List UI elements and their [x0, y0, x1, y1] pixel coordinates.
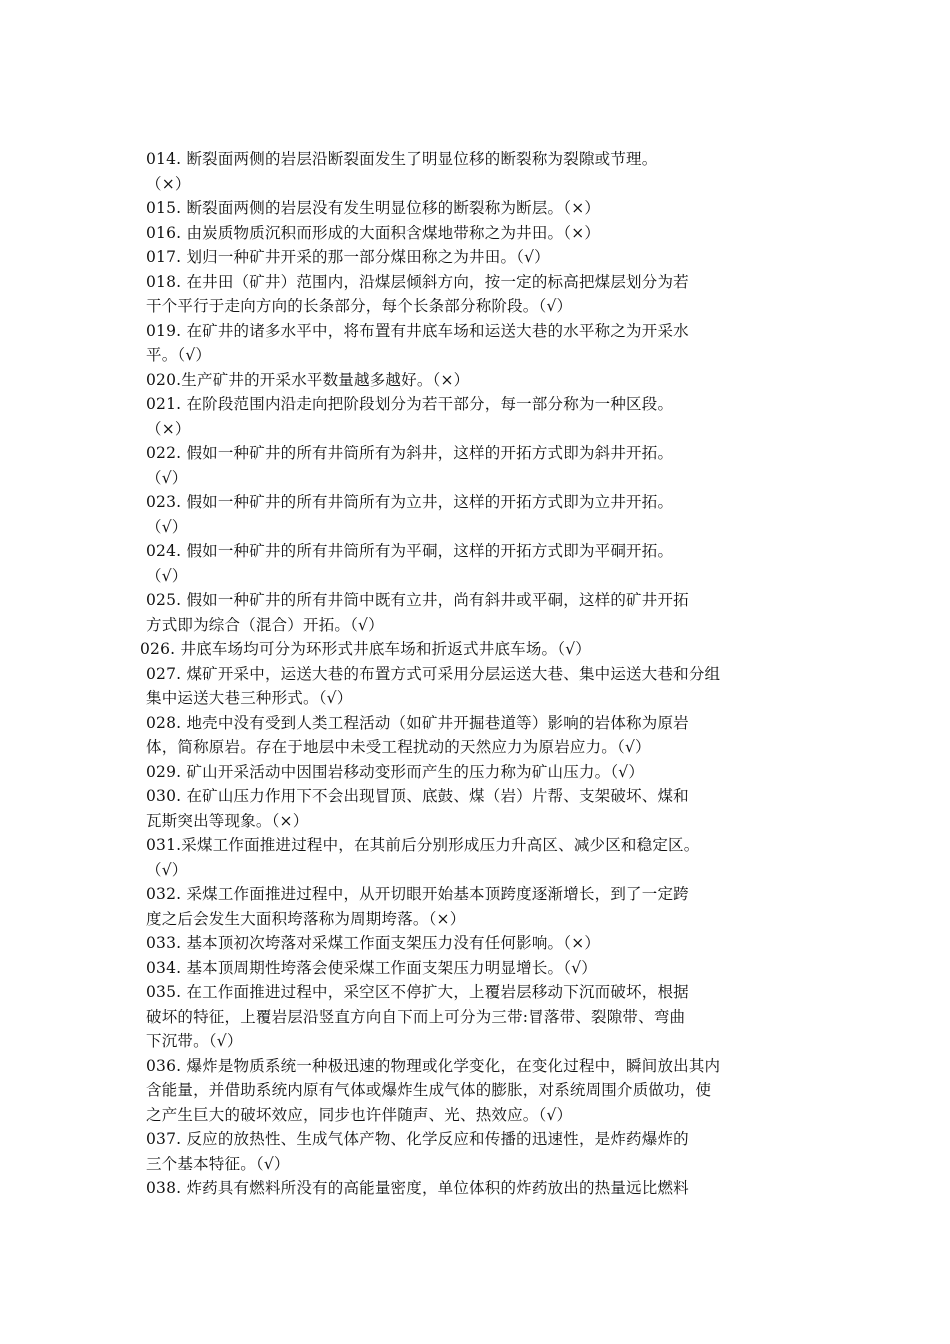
- text-line: 破坏的特征，上覆岩层沿竖直方向自下而上可分为三带:冒落带、裂隙带、弯曲: [146, 1007, 686, 1026]
- text-line: 021. 在阶段范围内沿走向把阶段划分为若干部分，每一部分称为一种区段。: [146, 395, 674, 413]
- text-line: 016. 由炭质物质沉积而形成的大面积含煤地带称之为井田。（×）: [146, 223, 601, 242]
- text-line: （√）: [146, 860, 188, 879]
- text-line: 028. 地壳中没有受到人类工程活动（如矿井开掘巷道等）影响的岩体称为原岩: [146, 713, 689, 732]
- text-line: 含能量，并借助系统内原有气体或爆炸生成气体的膨胀，对系统周围介质做功，使: [146, 1081, 712, 1099]
- text-line: 018. 在井田（矿井）范围内，沿煤层倾斜方向，按一定的标高把煤层划分为若: [146, 272, 689, 291]
- text-line: 025. 假如一种矿井的所有井筒中既有立井，尚有斜井或平硐，这样的矿井开拓: [146, 591, 689, 609]
- text-line: 度之后会发生大面积垮落称为周期垮落。（×）: [146, 909, 466, 928]
- text-line: 029. 矿山开采活动中因围岩移动变形而产生的压力称为矿山压力。（√）: [146, 762, 645, 781]
- text-line: 下沉带。（√）: [146, 1032, 243, 1050]
- text-line: 033. 基本顶初次垮落对采煤工作面支架压力没有任何影响。（×）: [146, 934, 601, 952]
- text-line: 平。（√）: [146, 346, 212, 364]
- text-line: 024. 假如一种矿井的所有井筒所有为平硐，这样的开拓方式即为平硐开拓。: [146, 542, 674, 560]
- text-line: 031.采煤工作面推进过程中，在其前后分别形成压力升高区、减少区和稳定区。: [146, 836, 700, 854]
- text-line: 038. 炸药具有燃料所没有的高能量密度，单位体积的炸药放出的热量远比燃料: [146, 1179, 689, 1197]
- text-line: 014. 断裂面两侧的岩层沿断裂面发生了明显位移的断裂称为裂隙或节理。: [146, 150, 658, 168]
- text-line: （√）: [146, 566, 188, 585]
- text-line: 集中运送大巷三种形式。（√）: [146, 689, 353, 707]
- text-line: 034. 基本顶周期性垮落会使采煤工作面支架压力明显增长。（√）: [146, 958, 597, 977]
- text-line: 023. 假如一种矿井的所有井筒所有为立井，这样的开拓方式即为立井开拓。: [146, 493, 674, 511]
- text-line: 020.生产矿井的开采水平数量越多越好。（×）: [146, 370, 470, 389]
- text-line: 瓦斯突出等现象。（×）: [146, 811, 309, 830]
- text-line: 之产生巨大的破坏效应，同步也许伴随声、光、热效应。（√）: [146, 1105, 573, 1124]
- text-line: 027. 煤矿开采中，运送大巷的布置方式可采用分层运送大巷、集中运送大巷和分组: [146, 664, 721, 683]
- text-line: 022. 假如一种矿井的所有井筒所有为斜井，这样的开拓方式即为斜井开拓。: [146, 444, 674, 462]
- text-line: 干个平行于走向方向的长条部分，每个长条部分称阶段。（√）: [146, 297, 573, 315]
- document-body: [140, 147, 846, 1201]
- text-line: 035. 在工作面推进过程中，采空区不停扩大，上覆岩层移动下沉而破坏，根据: [146, 983, 689, 1001]
- text-line: 026. 井底车场均可分为环形式井底车场和折返式井底车场。（√）: [140, 640, 591, 658]
- text-line: 032. 采煤工作面推进过程中，从开切眼开始基本顶跨度逐渐增长，到了一定跨: [146, 885, 689, 903]
- text-line: 030. 在矿山压力作用下不会出现冒顶、底鼓、煤（岩）片帮、支架破坏、煤和: [146, 787, 689, 805]
- text-line: 方式即为综合（混合）开拓。（√）: [146, 615, 384, 634]
- text-line: 体，简称原岩。存在于地层中未受工程扰动的天然应力为原岩应力。（√）: [146, 738, 651, 756]
- text-line: （×）: [146, 419, 191, 438]
- text-line: （√）: [146, 517, 188, 536]
- text-line: （√）: [146, 468, 188, 487]
- text-line: 019. 在矿井的诸多水平中，将布置有井底车场和运送大巷的水平称之为开采水: [146, 321, 689, 340]
- text-line: 017. 划归一种矿井开采的那一部分煤田称之为井田。（√）: [146, 248, 550, 266]
- text-line: （×）: [146, 174, 191, 193]
- text-line: 037. 反应的放热性、生成气体产物、化学反应和传播的迅速性，是炸药爆炸的: [146, 1130, 689, 1148]
- text-line: 036. 爆炸是物质系统一种极迅速的物理或化学变化，在变化过程中，瞬间放出其内: [146, 1056, 721, 1075]
- text-line: 三个基本特征。（√）: [146, 1154, 290, 1173]
- text-line: 015. 断裂面两侧的岩层没有发生明显位移的断裂称为断层。（×）: [146, 199, 601, 217]
